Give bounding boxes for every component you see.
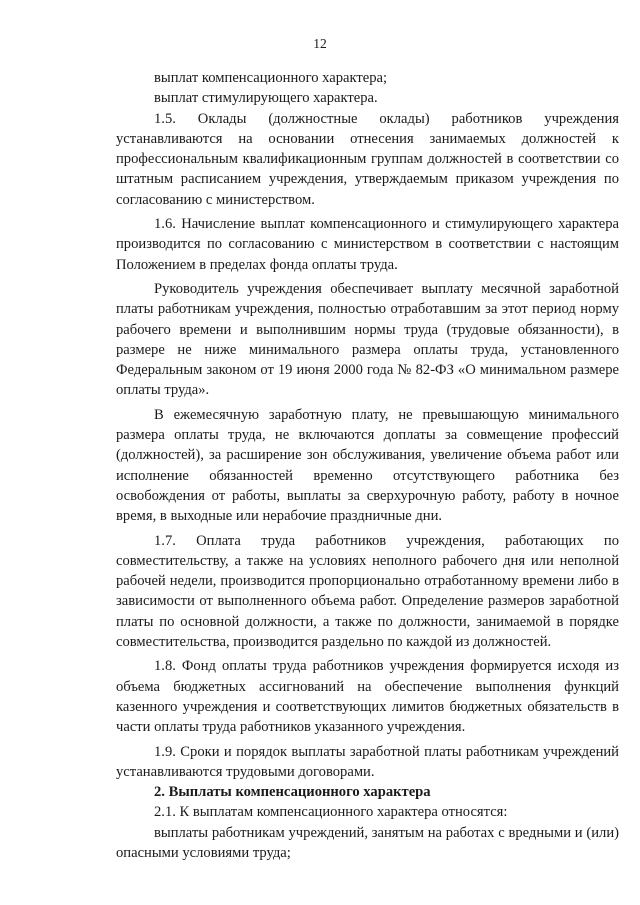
paragraph-minimum-wage: Руководитель учреждения обеспечивает выплату месячной заработной платы работникам учреждения, полностью отработавшим за этот период норму рабочего времени и выполнившим нормы труда (трудовые обязанности), в размере не ниже минимального размера оплаты труда, установленного Федеральным законом от 19 июня 2000 года № 82-ФЗ «О минимальном размере оплаты труда».: [116, 280, 619, 399]
document-body: [116, 68, 619, 863]
section-heading: 2. Выплаты компенсационного характера: [154, 784, 431, 801]
paragraph-1-9: 1.9. Сроки и порядок выплаты заработной платы работникам учреждений устанавливаются трудовыми договорами.: [116, 743, 619, 780]
paragraph-1-5: 1.5. Оклады (должностные оклады) работников учреждения устанавливаются на основании отнесения занимаемых должностей к профессиональным квалификационным группам должностей в соответствии со штатным расписанием учреждения, утверждаемым приказом учреждения по согласованию с министерством.: [116, 110, 619, 208]
paragraph-1-6: 1.6. Начисление выплат компенсационного и стимулирующего характера производится по согласованию с министерством в соответствии с настоящим Положением в пределах фонда оплаты труда.: [116, 216, 619, 273]
paragraph-1-7: 1.7. Оплата труда работников учреждения, работающих по совместительству, а также на условиях неполного рабочего дня или неполной рабочей недели, производится пропорционально отработанному времени либо в зависимости от выполненного объема работ. Определение размеров заработной платы по основной должности, а также по должности, занимаемой в порядке совместительства, производится раздельно по каждой из должностей.: [116, 532, 619, 651]
paragraph-compensation-payments-item: выплат компенсационного характера;: [154, 70, 388, 86]
paragraph-incentive-payments-item: выплат стимулирующего характера.: [154, 90, 378, 107]
paragraph-2-1: 2.1. К выплатам компенсационного характера относятся:: [154, 804, 508, 821]
paragraph-hazardous-work-payments: выплаты работникам учреждений, занятым на работах с вредными и (или) опасными условиями труда;: [116, 824, 619, 861]
paragraph-1-8: 1.8. Фонд оплаты труда работников учреждения формируется исходя из объема бюджетных ассигнований на обеспечение выполнения функций казенного учреждения и соответствующих лимитов бюджетных обязательств в части оплаты труда работников указанного учреждения.: [116, 658, 619, 736]
page-number: 12: [313, 36, 327, 51]
paragraph-monthly-wage-exclusions: В ежемесячную заработную плату, не превышающую минимального размера оплаты труда, не включаются доплаты за совмещение профессий (должностей), за расширение зон обслуживания, увеличение объема работ или исполнение обязанностей временно отсутствующего работника без освобождения от работы, выплаты за сверхурочную работу, работу в ночное время, в выходные или нерабочие праздничные дни.: [116, 406, 619, 525]
